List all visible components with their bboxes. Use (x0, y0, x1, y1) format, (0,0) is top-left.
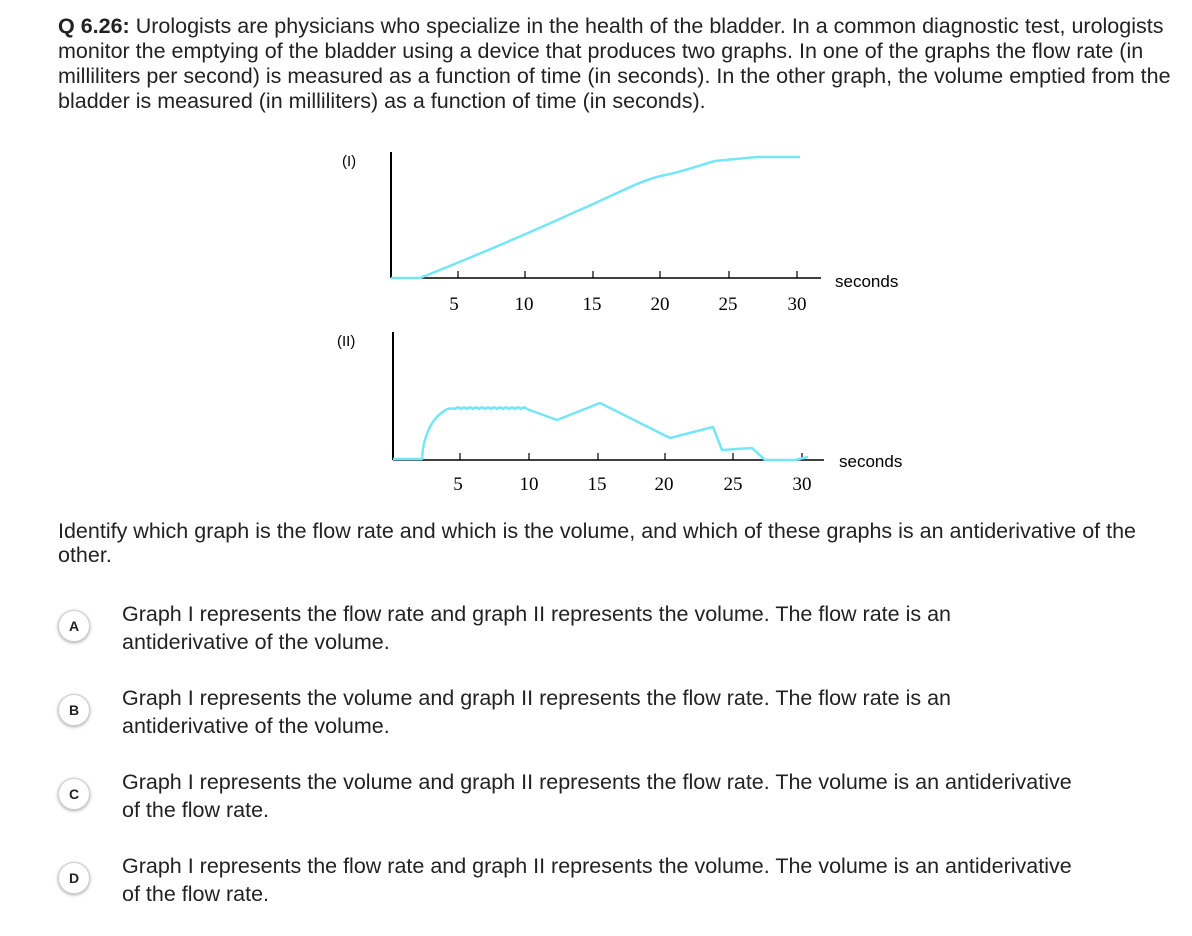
graph-2-tick-label: 10 (519, 474, 539, 495)
graph-2-tick-label: 15 (587, 474, 607, 495)
graph-2-tick-label: 30 (792, 474, 812, 495)
question-text (58, 14, 1178, 114)
graph-2-label: (II) (337, 333, 356, 350)
graph-2-ticks (460, 453, 802, 460)
option-c-badge[interactable]: C (58, 778, 90, 810)
graph-1-tick-label: 5 (449, 294, 459, 315)
option-d-badge[interactable]: D (58, 862, 90, 894)
graph-2-tick-label: 5 (453, 474, 463, 495)
graph-2-curve (393, 403, 808, 460)
option-a-badge[interactable]: A (58, 610, 90, 642)
graph-2-tick-label: 20 (654, 474, 674, 495)
question-number: Q 6.26: (58, 14, 130, 38)
question-body: Urologists are physicians who specialize in the health of the bladder. In a common diagnostic test, urologists monitor the emptying of the bladder using a device that produces two graphs. In one of the graphs the flow rate (in milliliters per second) is measured as a function of time (in seconds). In the other graph, the volume emptied from the bladder is measured (in milliliters) as a function of time (in seconds). (58, 14, 1171, 113)
prompt-text: Identify which graph is the flow rate and which is the volume, and which of these graphs is an antiderivative of the other. (58, 519, 1136, 567)
option-a-text[interactable]: Graph I represents the flow rate and graph II represents the volume. The flow rate is an antiderivative of the volume. (122, 602, 951, 654)
option-b-badge[interactable]: B (58, 694, 90, 726)
graph-1-label: (I) (342, 153, 357, 170)
option-d-text[interactable]: Graph I represents the flow rate and graph II represents the volume. The volume is an antiderivative of the flow rate. (122, 854, 1072, 906)
graph-1-xlabel: seconds (835, 272, 899, 291)
graph-1-tick-label: 25 (718, 294, 738, 315)
graph-1-tick-label: 15 (582, 294, 602, 315)
graph-2-tick-label: 25 (723, 474, 743, 495)
graph-1-tick-label: 20 (650, 294, 670, 315)
graph-1 (342, 152, 898, 315)
option-c-text[interactable]: Graph I represents the volume and graph II represents the flow rate. The volume is an antiderivative of the flow rate. (122, 770, 1072, 822)
graph-1-ticks (458, 271, 797, 278)
option-b-text[interactable]: Graph I represents the volume and graph II represents the flow rate. The flow rate is an antiderivative of the volume. (122, 686, 951, 738)
graph-1-curve (391, 157, 800, 278)
graph-2 (337, 332, 902, 495)
figure-graphs (325, 140, 937, 516)
graph-2-xlabel: seconds (839, 452, 903, 471)
graph-1-tick-label: 10 (514, 294, 534, 315)
graph-1-tick-label: 30 (787, 294, 807, 315)
